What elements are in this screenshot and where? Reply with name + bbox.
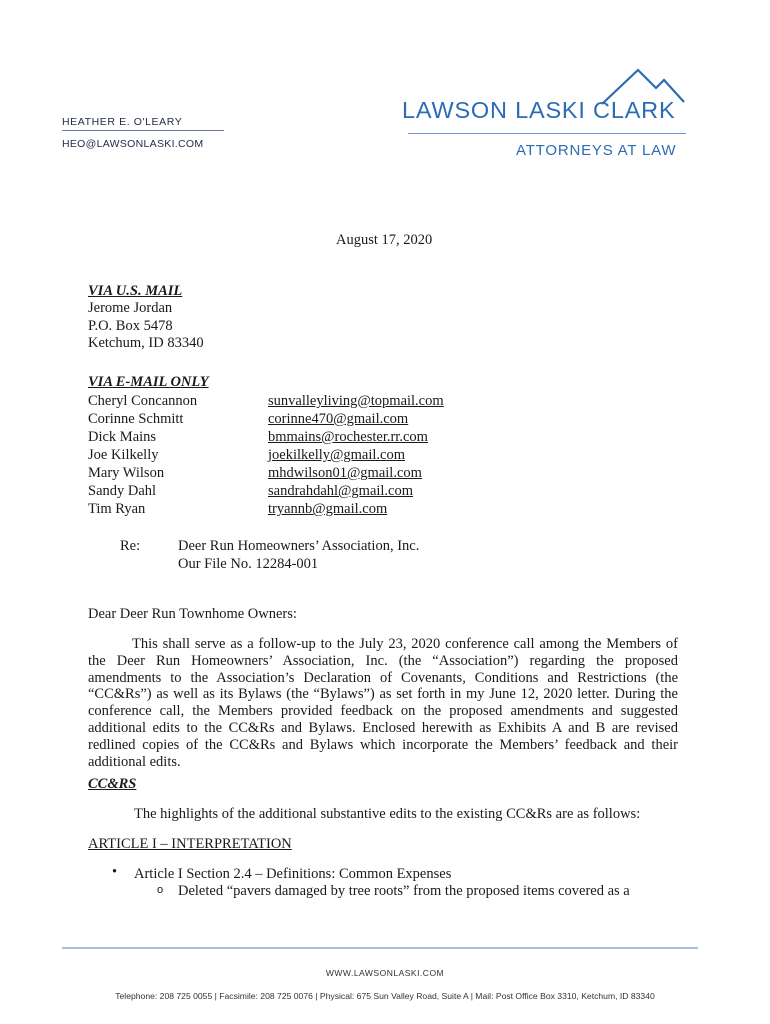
recipient-email-link[interactable]: sandrahdahl@gmail.com bbox=[268, 483, 414, 499]
footer-website: WWW.LAWSONLASKI.COM bbox=[325, 968, 445, 978]
firm-divider bbox=[408, 133, 686, 134]
re-label: Re: bbox=[120, 538, 141, 554]
highlights-intro: The highlights of the additional substantive edits to the existing CC&Rs are as follows: bbox=[134, 806, 641, 822]
mail-address-block bbox=[88, 300, 204, 353]
re-subject bbox=[178, 538, 419, 573]
bullet-item: Article I Section 2.4 – Definitions: Common Expenses bbox=[134, 866, 452, 882]
recipient-email-link[interactable]: mhdwilson01@gmail.com bbox=[268, 465, 422, 481]
recipient-names bbox=[88, 393, 197, 519]
recipient-email-link[interactable]: sunvalleyliving@topmail.com bbox=[268, 393, 444, 409]
letter-date: August 17, 2020 bbox=[336, 232, 433, 248]
ccrs-section-heading: CC&RS bbox=[88, 776, 137, 792]
recipient-name: Mary Wilson bbox=[88, 465, 165, 481]
recipient-email-link[interactable]: bmmains@rochester.rr.com bbox=[268, 429, 428, 445]
salutation: Dear Deer Run Townhome Owners: bbox=[88, 606, 297, 622]
article-heading: ARTICLE I – INTERPRETATION bbox=[88, 836, 292, 852]
recipient-email-link[interactable]: tryannb@gmail.com bbox=[268, 501, 388, 517]
author-divider bbox=[62, 130, 224, 131]
re-line: Deer Run Homeowners’ Association, Inc. bbox=[178, 538, 420, 554]
sub-bullet-item: Deleted “pavers damaged by tree roots” from the proposed items covered as a bbox=[178, 883, 630, 899]
author-email: HEO@LAWSONLASKI.COM bbox=[62, 138, 204, 150]
recipient-name: Dick Mains bbox=[88, 429, 157, 445]
recipient-name: Sandy Dahl bbox=[88, 483, 157, 499]
footer-divider bbox=[62, 947, 698, 949]
mail-delivery-heading: VIA U.S. MAIL bbox=[88, 283, 183, 299]
recipient-name: Tim Ryan bbox=[88, 501, 146, 517]
recipient-email-link[interactable]: corinne470@gmail.com bbox=[268, 411, 409, 427]
bullet-dot-icon: • bbox=[112, 864, 118, 880]
recipient-name: Joe Kilkelly bbox=[88, 447, 159, 463]
recipient-name: Cheryl Concannon bbox=[88, 393, 198, 409]
recipient-name: Corinne Schmitt bbox=[88, 411, 184, 427]
sub-bullet-circle-icon: o bbox=[157, 884, 164, 896]
recipient-emails bbox=[268, 393, 444, 519]
email-delivery-heading: VIA E-MAIL ONLY bbox=[88, 374, 209, 390]
firm-tagline: ATTORNEYS AT LAW bbox=[516, 142, 677, 159]
footer-contact-info: Telephone: 208 725 0055 | Facsimile: 208 725 0076 | Physical: 675 Sun Valley Road, Suite A | Mail: Post Office Box 3310, Ketchum, ID 83340 bbox=[115, 991, 655, 1001]
author-name: HEATHER E. O'LEARY bbox=[62, 116, 183, 128]
intro-paragraph: This shall serve as a follow-up to the July 23, 2020 conference call among the Members of the Deer Run Homeowners’ Association, Inc. (the “Association”) regarding the proposed amendments to the Association’s Declaration of Covenants, Conditions and Restrictions (the “CC&Rs”) as well as its Bylaws (the “Bylaws”) as set forth in my June 12, 2020 letter. During the conference call, the Members provided feedback on the proposed amendments and suggested additional edits to the CC&Rs and Bylaws. Enclosed herewith as Exhibits A and B are revised redlined copies of the CC&Rs and Bylaws which incorporate the Members’ feedback and their additional edits. bbox=[88, 636, 678, 770]
address-line: Jerome Jordan bbox=[88, 300, 173, 316]
recipient-email-link[interactable]: joekilkelly@gmail.com bbox=[268, 447, 405, 463]
address-line: Ketchum, ID 83340 bbox=[88, 335, 204, 351]
re-line: Our File No. 12284-001 bbox=[178, 555, 319, 572]
firm-name: LAWSON LASKI CLARK bbox=[402, 97, 676, 123]
address-line: P.O. Box 5478 bbox=[88, 317, 173, 334]
